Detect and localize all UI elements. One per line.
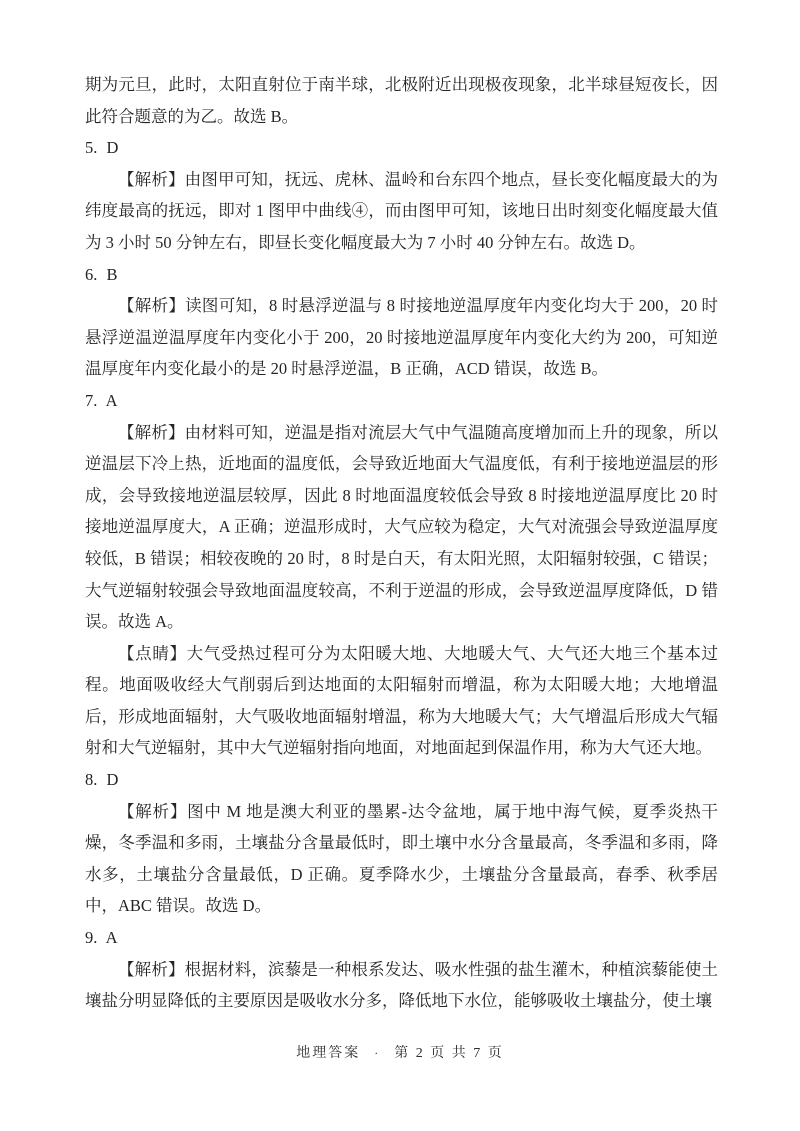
footer-separator-dot: · (374, 1046, 381, 1060)
answer-line: 8. D (85, 770, 119, 790)
answer-line: 5. D (85, 138, 119, 158)
paragraph: 【解析】读图可知，8 时悬浮逆温与 8 时接地逆温厚度年内变化均大于 200，20 时悬浮逆温逆温厚度年内变化小于 200，20 时接地逆温厚度年内变化大约为 200，可知逆温厚度年内变化最小的是 20 时悬浮逆温，B 正确，ACD 错误，故选 B。 (85, 296, 718, 379)
answer-line: 7. A (85, 390, 118, 410)
paragraph: 【解析】由图甲可知，抚远、虎林、温岭和台东四个地点，昼长变化幅度最大的为纬度最高的抚远，即对 1 图甲中曲线④，而由图甲可知，该地日出时刻变化幅度最大值为 3 小时 50 分钟左右，即昼长变化幅度最大为 7 小时 40 分钟左右。故选 D。 (85, 169, 718, 252)
paragraph: 【解析】根据材料，滨藜是一种根系发达、吸水性强的盐生灌木，种植滨藜能使土壤盐分明显降低的主要原因是吸收水分多，降低地下水位，能够吸收土壤盐分，使土壤 (85, 959, 718, 1011)
paragraph: 【解析】图中 M 地是澳大利亚的墨累-达令盆地，属于地中海气候，夏季炎热干燥，冬季温和多雨，土壤盐分含量最低时，即土壤中水分含量最高，冬季温和多雨，降水多，土壤盐分含量最低，D 正确。夏季降水少，土壤盐分含量最高，春季、秋季居中，ABC 错误。故选 D。 (85, 801, 718, 916)
paragraph: 期为元旦，此时，太阳直射位于南半球，北极附近出现极夜现象，北半球昼短夜长，因此符合题意的为乙。故选 B。 (85, 75, 718, 126)
answer-line: 9. A (85, 928, 118, 948)
footer-doc-label: 地理答案 (296, 1046, 361, 1061)
page-footer (0, 1042, 800, 1062)
paragraph: 【解析】由材料可知，逆温是指对流层大气中气温随高度增加而上升的现象，所以逆温层下冷上热，近地面的温度低，会导致近地面大气温度低，有利于接地逆温层的形成，会导致接地逆温层较厚，因此 8 时地面温度较低会导致 8 时接地逆温厚度比 20 时接地逆温厚度大，A 正确；逆温形成时，大气应较为稳定，大气对流强会导致逆温厚度较低，B 错误；相较夜晚的 20 时，8 时是白天，有太阳光照，太阳辐射较强，C 错误；大气逆辐射较强会导致地面温度较高，不利于逆温的形成，会导致逆温厚度降低，D 错误。故选 A。 (85, 422, 718, 632)
document-body (85, 69, 718, 1017)
footer-page-info: 第 2 页 共 7 页 (394, 1046, 504, 1061)
paragraph: 【点睛】大气受热过程可分为太阳暖大地、大地暖大气、大气还大地三个基本过程。地面吸收经大气削弱后到达地面的太阳辐射而增温，称为太阳暖大地；大地增温后，形成地面辐射，大气吸收地面辐射增温，称为大地暖大气；大气增温后形成大气辐射和大气逆辐射，其中大气逆辐射指向地面，对地面起到保温作用，称为大气还大地。 (85, 643, 718, 758)
answer-line: 6. B (85, 264, 118, 284)
